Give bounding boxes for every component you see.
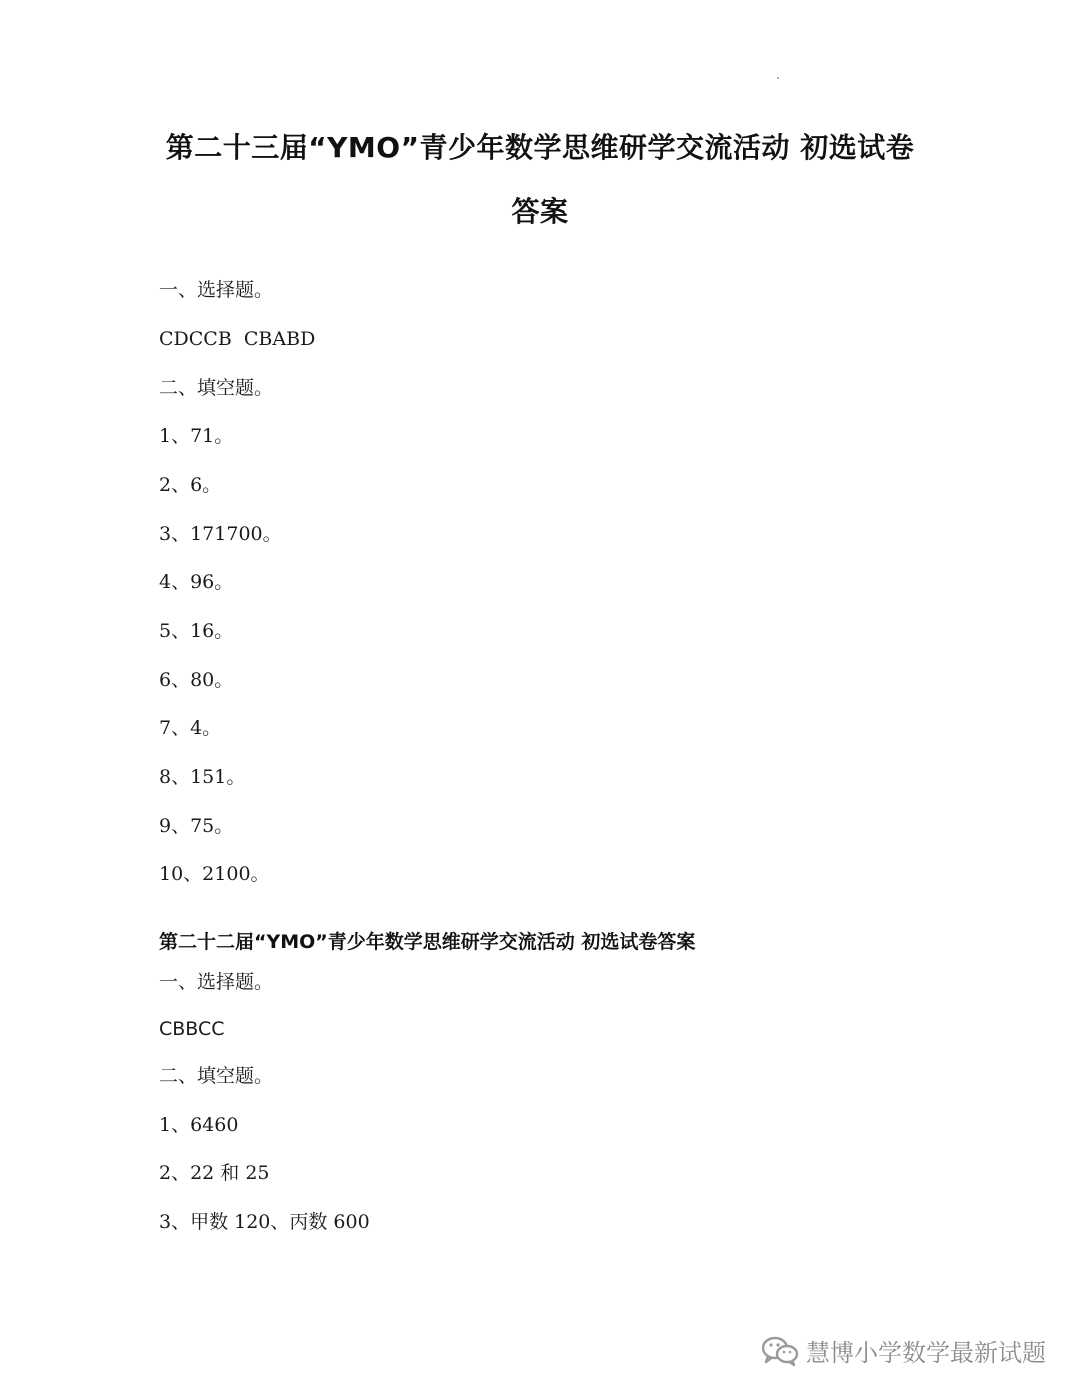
answer-item: 8、151。 bbox=[159, 766, 246, 788]
fill-heading-22: 二、填空题。 bbox=[159, 1065, 274, 1087]
section-heading-22: 第二十二届“YMO”青少年数学思维研学交流活动 初选试卷答案 bbox=[159, 931, 696, 953]
answer-item: 2、22 和 25 bbox=[159, 1162, 270, 1184]
watermark-text: 慧博小学数学最新试题 bbox=[806, 1339, 1046, 1367]
answer-item: 5、16。 bbox=[159, 620, 234, 642]
answer-item: 10、2100。 bbox=[159, 863, 270, 885]
choice-answers-22: CBBCC bbox=[159, 1018, 225, 1040]
answer-item: 2、6。 bbox=[159, 474, 222, 496]
watermark bbox=[760, 1333, 1046, 1368]
page-title-answer: 答案 bbox=[511, 195, 569, 228]
speck-dot bbox=[777, 77, 779, 79]
choice-heading-22: 一、选择题。 bbox=[159, 971, 274, 993]
choice-heading-23: 一、选择题。 bbox=[159, 279, 274, 301]
answer-item: 6、80。 bbox=[159, 669, 234, 691]
answer-item: 1、71。 bbox=[159, 425, 234, 447]
answer-item: 7、4。 bbox=[159, 717, 222, 739]
choice-answers-23: CDCCB CBABD bbox=[159, 328, 316, 350]
answer-item: 9、75。 bbox=[159, 815, 234, 837]
fill-heading-23: 二、填空题。 bbox=[159, 377, 274, 399]
wechat-icon bbox=[760, 1335, 800, 1367]
answer-item: 3、171700。 bbox=[159, 523, 282, 545]
answer-item: 3、甲数 120、丙数 600 bbox=[159, 1211, 370, 1233]
page-title: 第二十三届“YMO”青少年数学思维研学交流活动 初选试卷 bbox=[165, 131, 915, 164]
answer-item: 1、6460 bbox=[159, 1114, 239, 1136]
answer-item: 4、96。 bbox=[159, 571, 234, 593]
